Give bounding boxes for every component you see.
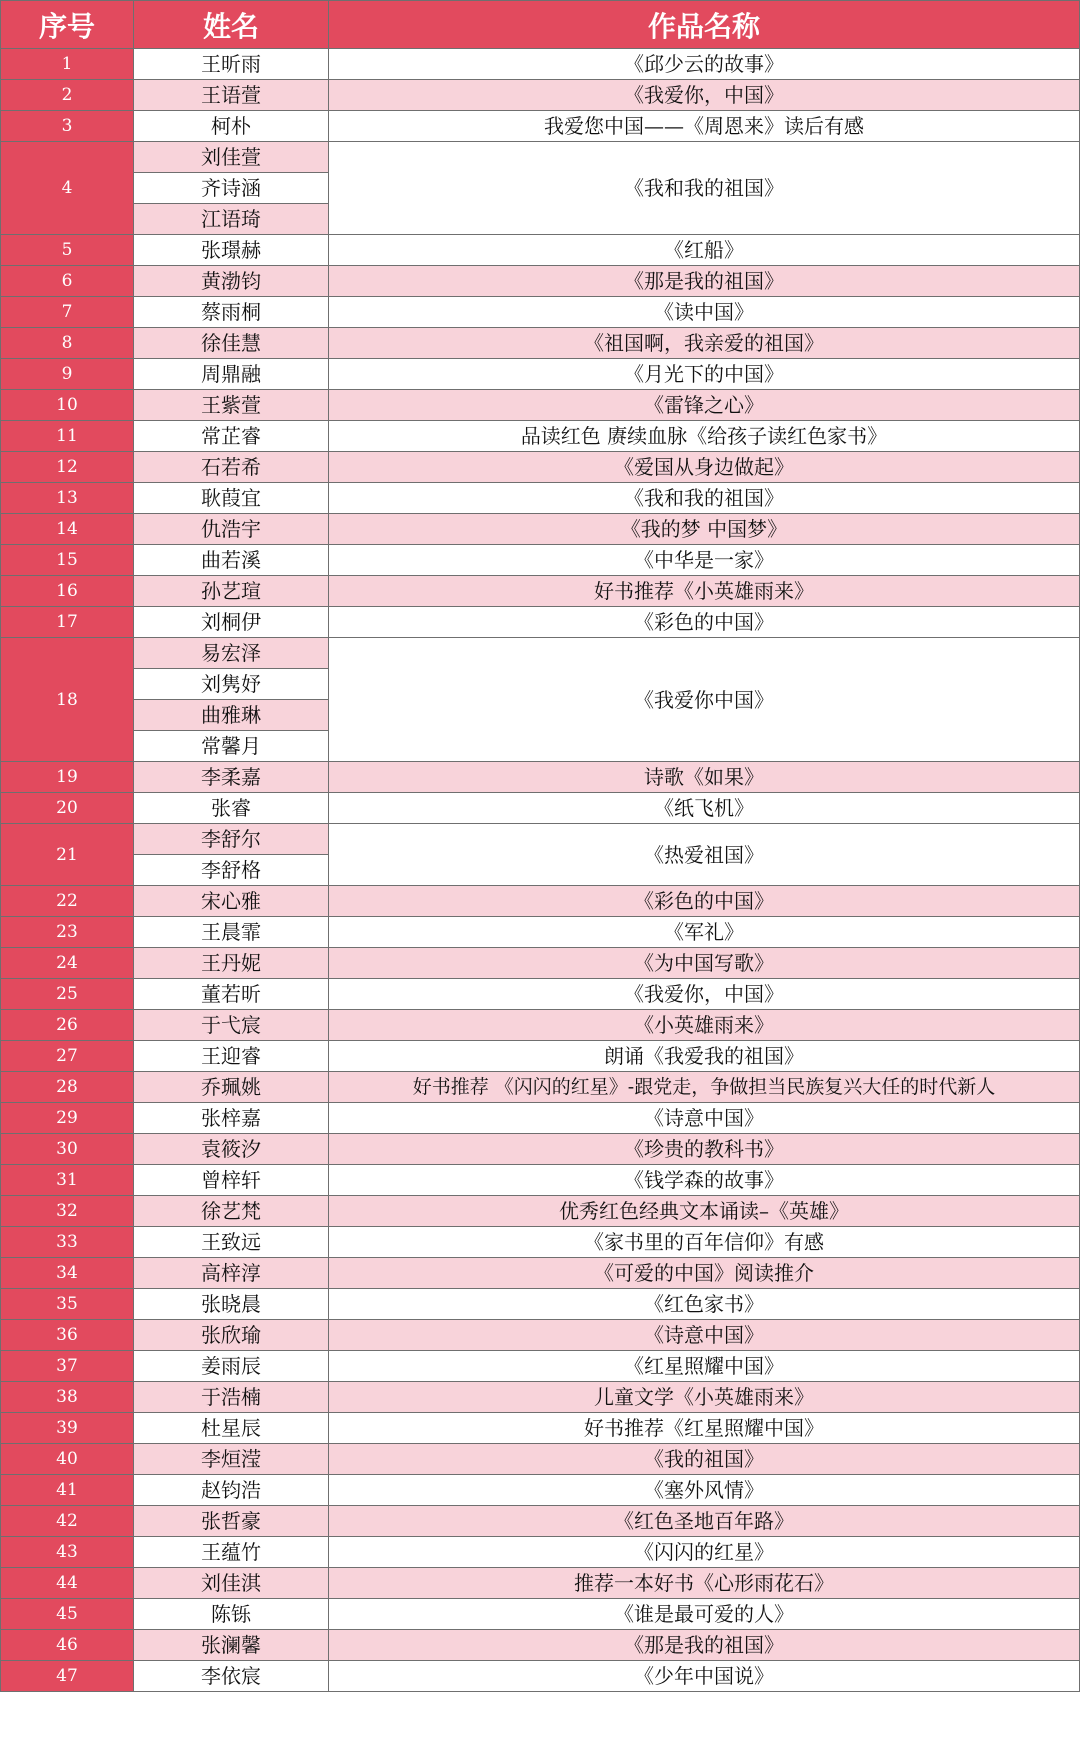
student-name: 蔡雨桐 <box>134 297 329 328</box>
work-title: 《那是我的祖国》 <box>329 1630 1080 1661</box>
work-title: 《闪闪的红星》 <box>329 1537 1080 1568</box>
work-title: 《军礼》 <box>329 917 1080 948</box>
table-row <box>1 235 1080 266</box>
work-title: 《纸飞机》 <box>329 793 1080 824</box>
student-name: 齐诗涵 <box>134 173 329 204</box>
row-number: 23 <box>1 917 134 948</box>
student-name: 仇浩宇 <box>134 514 329 545</box>
row-number: 16 <box>1 576 134 607</box>
work-title: 我爱您中国——《周恩来》读后有感 <box>329 111 1080 142</box>
table-row <box>1 576 1080 607</box>
row-number: 3 <box>1 111 134 142</box>
student-name: 张欣瑜 <box>134 1320 329 1351</box>
work-title: 《塞外风情》 <box>329 1475 1080 1506</box>
row-number: 10 <box>1 390 134 421</box>
table-row <box>1 1134 1080 1165</box>
work-title: 《红色圣地百年路》 <box>329 1506 1080 1537</box>
work-title: 优秀红色经典文本诵读–《英雄》 <box>329 1196 1080 1227</box>
student-name: 于浩楠 <box>134 1382 329 1413</box>
row-number: 14 <box>1 514 134 545</box>
student-name: 常馨月 <box>134 731 329 762</box>
row-number: 2 <box>1 80 134 111</box>
table-row <box>1 1537 1080 1568</box>
work-title: 朗诵《我爱我的祖国》 <box>329 1041 1080 1072</box>
student-name: 刘桐伊 <box>134 607 329 638</box>
row-number: 46 <box>1 1630 134 1661</box>
table-row <box>1 390 1080 421</box>
row-number: 17 <box>1 607 134 638</box>
row-number: 38 <box>1 1382 134 1413</box>
row-number: 9 <box>1 359 134 390</box>
work-title: 《我的梦 中国梦》 <box>329 514 1080 545</box>
work-title: 《红船》 <box>329 235 1080 266</box>
student-name: 张澜馨 <box>134 1630 329 1661</box>
student-name: 姜雨辰 <box>134 1351 329 1382</box>
student-name: 王丹妮 <box>134 948 329 979</box>
work-title: 《热爱祖国》 <box>329 824 1080 886</box>
student-name: 张睿 <box>134 793 329 824</box>
row-number: 24 <box>1 948 134 979</box>
student-name: 王晨霏 <box>134 917 329 948</box>
table-row <box>1 948 1080 979</box>
row-number: 32 <box>1 1196 134 1227</box>
table-row <box>1 49 1080 80</box>
student-name: 易宏泽 <box>134 638 329 669</box>
table-row <box>1 917 1080 948</box>
table-row <box>1 421 1080 452</box>
table-row <box>1 514 1080 545</box>
student-name: 王昕雨 <box>134 49 329 80</box>
work-title: 《中华是一家》 <box>329 545 1080 576</box>
student-name: 刘佳萱 <box>134 142 329 173</box>
table-row <box>1 359 1080 390</box>
row-number: 5 <box>1 235 134 266</box>
work-title: 《诗意中国》 <box>329 1320 1080 1351</box>
work-title: 《为中国写歌》 <box>329 948 1080 979</box>
table-row <box>1 979 1080 1010</box>
student-name: 李烜滢 <box>134 1444 329 1475</box>
table-row <box>1 1041 1080 1072</box>
work-title: 《小英雄雨来》 <box>329 1010 1080 1041</box>
table-row <box>1 793 1080 824</box>
table-row <box>1 80 1080 111</box>
row-number: 42 <box>1 1506 134 1537</box>
student-name: 王致远 <box>134 1227 329 1258</box>
work-title: 好书推荐《小英雄雨来》 <box>329 576 1080 607</box>
work-title: 《珍贵的教科书》 <box>329 1134 1080 1165</box>
row-number: 7 <box>1 297 134 328</box>
work-title: 《诗意中国》 <box>329 1103 1080 1134</box>
work-title: 《彩色的中国》 <box>329 886 1080 917</box>
table-row <box>1 1320 1080 1351</box>
work-title: 《月光下的中国》 <box>329 359 1080 390</box>
student-name: 王迎睿 <box>134 1041 329 1072</box>
student-name: 李舒尔 <box>134 824 329 855</box>
table-row <box>1 1599 1080 1630</box>
student-name: 董若昕 <box>134 979 329 1010</box>
row-number: 22 <box>1 886 134 917</box>
table-row <box>1 1010 1080 1041</box>
row-number: 37 <box>1 1351 134 1382</box>
row-number: 11 <box>1 421 134 452</box>
student-name: 乔珮姚 <box>134 1072 329 1103</box>
table-row <box>1 1196 1080 1227</box>
row-number: 41 <box>1 1475 134 1506</box>
student-name: 袁筱汐 <box>134 1134 329 1165</box>
work-title: 《谁是最可爱的人》 <box>329 1599 1080 1630</box>
table-row <box>1 483 1080 514</box>
student-name: 于弋宸 <box>134 1010 329 1041</box>
student-name: 徐艺梵 <box>134 1196 329 1227</box>
header-row <box>1 1 1080 49</box>
work-title: 推荐一本好书《心形雨花石》 <box>329 1568 1080 1599</box>
student-name: 杜星辰 <box>134 1413 329 1444</box>
table-row <box>1 1103 1080 1134</box>
work-title: 《我爱你，中国》 <box>329 80 1080 111</box>
work-title: 《我和我的祖国》 <box>329 483 1080 514</box>
table-row <box>1 142 1080 173</box>
row-number: 4 <box>1 142 134 235</box>
work-title: 《祖国啊，我亲爱的祖国》 <box>329 328 1080 359</box>
student-name: 张梓嘉 <box>134 1103 329 1134</box>
work-title: 好书推荐《红星照耀中国》 <box>329 1413 1080 1444</box>
student-name: 张哲豪 <box>134 1506 329 1537</box>
table-row <box>1 328 1080 359</box>
table-row <box>1 111 1080 142</box>
row-number: 26 <box>1 1010 134 1041</box>
student-name: 石若希 <box>134 452 329 483</box>
table-row <box>1 1165 1080 1196</box>
table-row <box>1 1568 1080 1599</box>
student-name: 柯朴 <box>134 111 329 142</box>
work-title: 《红色家书》 <box>329 1289 1080 1320</box>
student-name: 陈铄 <box>134 1599 329 1630</box>
table-row <box>1 1506 1080 1537</box>
table-row <box>1 1072 1080 1103</box>
student-name: 刘佳淇 <box>134 1568 329 1599</box>
student-name: 耿葭宜 <box>134 483 329 514</box>
work-title: 诗歌《如果》 <box>329 762 1080 793</box>
row-number: 20 <box>1 793 134 824</box>
student-name: 张璟赫 <box>134 235 329 266</box>
table-row <box>1 545 1080 576</box>
row-number: 36 <box>1 1320 134 1351</box>
work-title: 《爱国从身边做起》 <box>329 452 1080 483</box>
table-row <box>1 638 1080 669</box>
table-row <box>1 762 1080 793</box>
row-number: 25 <box>1 979 134 1010</box>
student-name: 赵钧浩 <box>134 1475 329 1506</box>
student-name: 高梓淳 <box>134 1258 329 1289</box>
student-name: 江语琦 <box>134 204 329 235</box>
row-number: 43 <box>1 1537 134 1568</box>
work-title: 好书推荐 《闪闪的红星》-跟党走，争做担当民族复兴大任的时代新人 <box>329 1072 1080 1103</box>
student-name: 黄渤钧 <box>134 266 329 297</box>
student-name: 周鼎融 <box>134 359 329 390</box>
student-name: 孙艺瑄 <box>134 576 329 607</box>
work-title: 《我爱你中国》 <box>329 638 1080 762</box>
work-title: 儿童文学《小英雄雨来》 <box>329 1382 1080 1413</box>
header-work: 作品名称 <box>329 1 1080 49</box>
table-row <box>1 1413 1080 1444</box>
student-name: 李舒格 <box>134 855 329 886</box>
work-title: 品读红色 赓续血脉《给孩子读红色家书》 <box>329 421 1080 452</box>
table-row <box>1 266 1080 297</box>
row-number: 28 <box>1 1072 134 1103</box>
table-row <box>1 1661 1080 1692</box>
row-number: 27 <box>1 1041 134 1072</box>
student-name: 王语萱 <box>134 80 329 111</box>
student-name: 张晓晨 <box>134 1289 329 1320</box>
table-row <box>1 886 1080 917</box>
student-name: 李柔嘉 <box>134 762 329 793</box>
row-number: 39 <box>1 1413 134 1444</box>
student-name: 曾梓轩 <box>134 1165 329 1196</box>
row-number: 34 <box>1 1258 134 1289</box>
work-title: 《少年中国说》 <box>329 1661 1080 1692</box>
work-title: 《家书里的百年信仰》有感 <box>329 1227 1080 1258</box>
table-row <box>1 607 1080 638</box>
work-title: 《可爱的中国》阅读推介 <box>329 1258 1080 1289</box>
table-row <box>1 1475 1080 1506</box>
work-title: 《我的祖国》 <box>329 1444 1080 1475</box>
table-row <box>1 1258 1080 1289</box>
table-row <box>1 1227 1080 1258</box>
table-header <box>1 1 1080 49</box>
row-number: 12 <box>1 452 134 483</box>
work-title: 《读中国》 <box>329 297 1080 328</box>
row-number: 19 <box>1 762 134 793</box>
student-name: 徐佳慧 <box>134 328 329 359</box>
student-name: 宋心雅 <box>134 886 329 917</box>
work-title: 《钱学森的故事》 <box>329 1165 1080 1196</box>
row-number: 47 <box>1 1661 134 1692</box>
header-name: 姓名 <box>134 1 329 49</box>
row-number: 29 <box>1 1103 134 1134</box>
table-row <box>1 452 1080 483</box>
row-number: 33 <box>1 1227 134 1258</box>
row-number: 13 <box>1 483 134 514</box>
table-row <box>1 1382 1080 1413</box>
table-row <box>1 1444 1080 1475</box>
table-row <box>1 1630 1080 1661</box>
row-number: 31 <box>1 1165 134 1196</box>
table-row <box>1 824 1080 855</box>
work-title: 《彩色的中国》 <box>329 607 1080 638</box>
student-name: 曲若溪 <box>134 545 329 576</box>
student-name: 曲雅琳 <box>134 700 329 731</box>
student-name: 常芷睿 <box>134 421 329 452</box>
row-number: 30 <box>1 1134 134 1165</box>
work-title: 《我爱你，中国》 <box>329 979 1080 1010</box>
table-body <box>1 49 1080 1692</box>
row-number: 21 <box>1 824 134 886</box>
work-title: 《我和我的祖国》 <box>329 142 1080 235</box>
row-number: 6 <box>1 266 134 297</box>
row-number: 35 <box>1 1289 134 1320</box>
row-number: 40 <box>1 1444 134 1475</box>
row-number: 18 <box>1 638 134 762</box>
work-title: 《红星照耀中国》 <box>329 1351 1080 1382</box>
row-number: 45 <box>1 1599 134 1630</box>
student-name: 王紫萱 <box>134 390 329 421</box>
work-title: 《雷锋之心》 <box>329 390 1080 421</box>
row-number: 15 <box>1 545 134 576</box>
table-row <box>1 1351 1080 1382</box>
student-name: 李依宸 <box>134 1661 329 1692</box>
row-number: 1 <box>1 49 134 80</box>
table-row <box>1 297 1080 328</box>
table-row <box>1 1289 1080 1320</box>
row-number: 8 <box>1 328 134 359</box>
student-name: 王蕴竹 <box>134 1537 329 1568</box>
work-title: 《邱少云的故事》 <box>329 49 1080 80</box>
header-number: 序号 <box>1 1 134 49</box>
work-title: 《那是我的祖国》 <box>329 266 1080 297</box>
student-name: 刘隽妤 <box>134 669 329 700</box>
row-number: 44 <box>1 1568 134 1599</box>
